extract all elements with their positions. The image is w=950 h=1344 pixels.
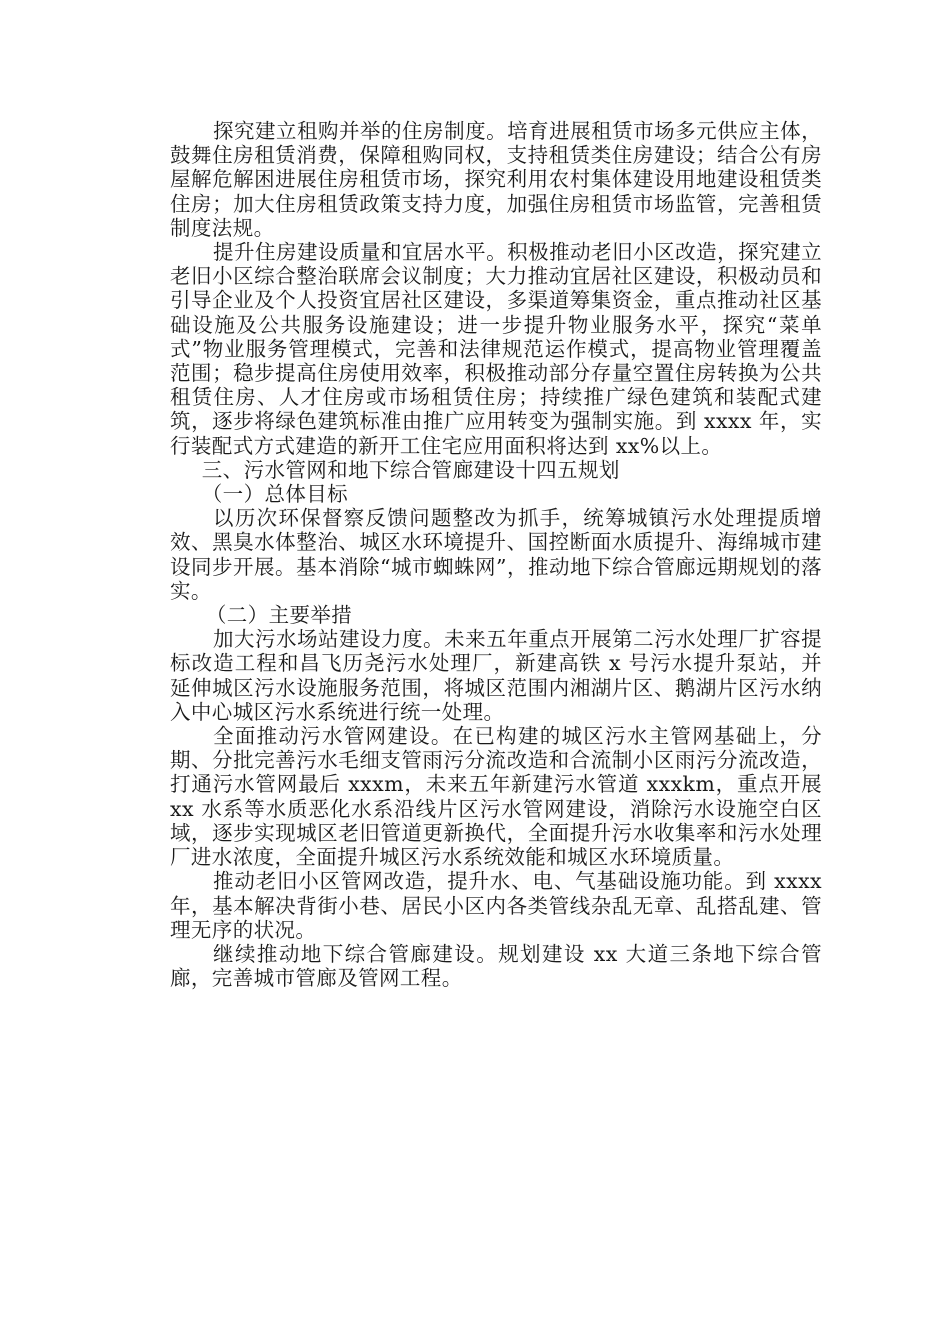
paragraph-goals: 以历次环保督察反馈问题整改为抓手，统筹城镇污水处理提质增效、黑臭水体整治、城区水环境提升、国控断面水质提升、海绵城市建设同步开展。基本消除“城市蜘蛛网”，推动地下综合管廊远期规划的落实。 [170,506,822,603]
document-page [170,119,822,990]
subsection-heading-goals: （一）总体目标 [201,482,349,507]
paragraph-sewage-network: 全面推动污水管网建设。在已构建的城区污水主管网基础上，分期、分批完善污水毛细支管雨污分流改造和合流制小区雨污分流改造，打通污水管网最后 xxxm，未来五年新建污水管道 xxxkm，重点开展 xx 水系等水质恶化水系沿线片区污水管网建设，消除污水设施空白区域，逐步实现城区老旧管道更新换代，全面提升污水收集率和污水处理厂进水浓度，全面提升城区污水系统效能和城区水环境质量。 [170,724,822,870]
paragraph-utility-tunnel: 继续推动地下综合管廊建设。规划建设 xx 大道三条地下综合管廊，完善城市管廊及管网工程。 [170,941,822,991]
paragraph-old-community-pipes: 推动老旧小区管网改造，提升水、电、气基础设施功能。到 xxxx 年，基本解决背街小巷、居民小区内各类管线杂乱无章、乱搭乱建、管理无序的状况。 [170,869,822,942]
paragraph-housing-rental: 探究建立租购并举的住房制度。培育进展租赁市场多元供应主体，鼓舞住房租赁消费，保障租购同权，支持租赁类住房建设；结合公有房屋解危解困进展住房租赁市场，探究利用农村集体建设用地建设租赁类住房；加大住房租赁政策支持力度，加强住房租赁市场监管，完善租赁制度法规。 [170,119,822,240]
paragraph-sewage-stations: 加大污水场站建设力度。未来五年重点开展第二污水处理厂扩容提标改造工程和昌飞历尧污水处理厂，新建高铁 x 号污水提升泵站，并延伸城区污水设施服务范围，将城区范围内湘湖片区、鹅湖片区污水纳入中心城区污水系统进行统一处理。 [170,627,822,724]
subsection-heading-measures: （二）主要举措 [205,603,353,628]
paragraph-housing-quality: 提升住房建设质量和宜居水平。积极推动老旧小区改造，探究建立老旧小区综合整治联席会议制度；大力推动宜居社区建设，积极动员和引导企业及个人投资宜居社区建设，多渠道筹集资金，重点推动社区基础设施及公共服务设施建设；进一步提升物业服务水平，探究“菜单式”物业服务管理模式，完善和法律规范运作模式，提高物业管理覆盖范围；稳步提高住房使用效率，积极推动部分存量空置住房转换为公共租赁住房、人才住房或市场租赁住房；持续推广绿色建筑和装配式建筑，逐步将绿色建筑标准由推广应用转变为强制实施。到 xxxx 年，实行装配式方式建造的新开工住宅应用面积将达到 xx%以上。 [170,240,822,458]
section-heading-sewage: 三、污水管网和地下综合管廊建设十四五规划 [201,457,620,482]
